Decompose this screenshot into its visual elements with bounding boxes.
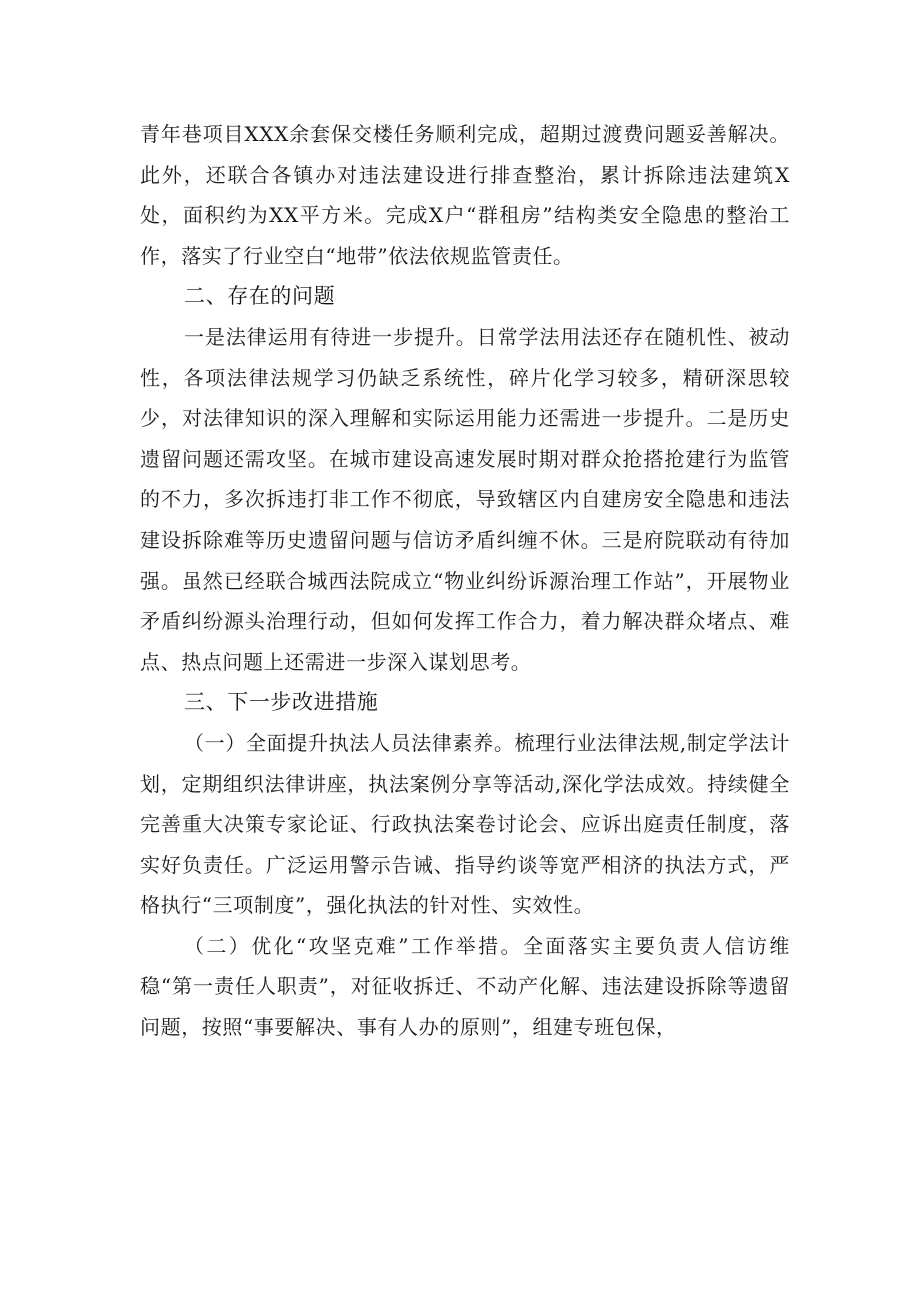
paragraph-progress-summary: 青年巷项目XXX余套保交楼任务顺利完成，超期过渡费问题妥善解决。此外，还联合各镇办对违法建设进行排查整治，累计拆除违法建筑X处，面积约为XX平方米。完成X户“群租房”结构类安全隐患的整治工作，落实了行业空白“地带”依法依规监管责任。	[140, 122, 790, 268]
document-body	[140, 114, 790, 1048]
paragraph-problems: 一是法律运用有待进一步提升。日常学法用法还存在随机性、被动性，各项法律法规学习仍缺乏系统性，碎片化学习较多，精研深思较少，对法律知识的深入理解和实际运用能力还需进一步提升。二是历史遗留问题还需攻坚。在城市建设高速发展时期对群众抢搭抢建行为监管的不力，多次拆违打非工作不彻底，导致辖区内自建房安全隐患和违法建设拆除难等历史遗留问题与信访矛盾纠缠不休。三是府院联动有待加强。虽然已经联合城西法院成立“物业纠纷诉源治理工作站”，开展物业矛盾纠纷源头治理行动，但如何发挥工作合力，着力解决群众堵点、难点、热点问题上还需进一步深入谋划思考。	[140, 324, 790, 674]
section-heading-next-steps: 三、下一步改进措施	[184, 690, 379, 715]
paragraph-measure-one: （一）全面提升执法人员法律素养。梳理行业法律法规,制定学法计划，定期组织法律讲座，执法案例分享等活动,深化学法成效。持续健全完善重大决策专家论证、行政执法案卷讨论会、应诉出庭责任制度，落实好负责任。广泛运用警示告诫、指导约谈等宽严相济的执法方式，严格执行“三项制度”，强化执法的针对性、实效性。	[140, 730, 790, 918]
paragraph-measure-two: （二）优化“攻坚克难”工作举措。全面落实主要负责人信访维稳“第一责任人职责”，对征收拆迁、不动产化解、违法建设拆除等遗留问题，按照“事要解决、事有人办的原则”，组建专班包保，	[140, 933, 790, 1040]
section-heading-existing-problems: 二、存在的问题	[184, 284, 336, 309]
